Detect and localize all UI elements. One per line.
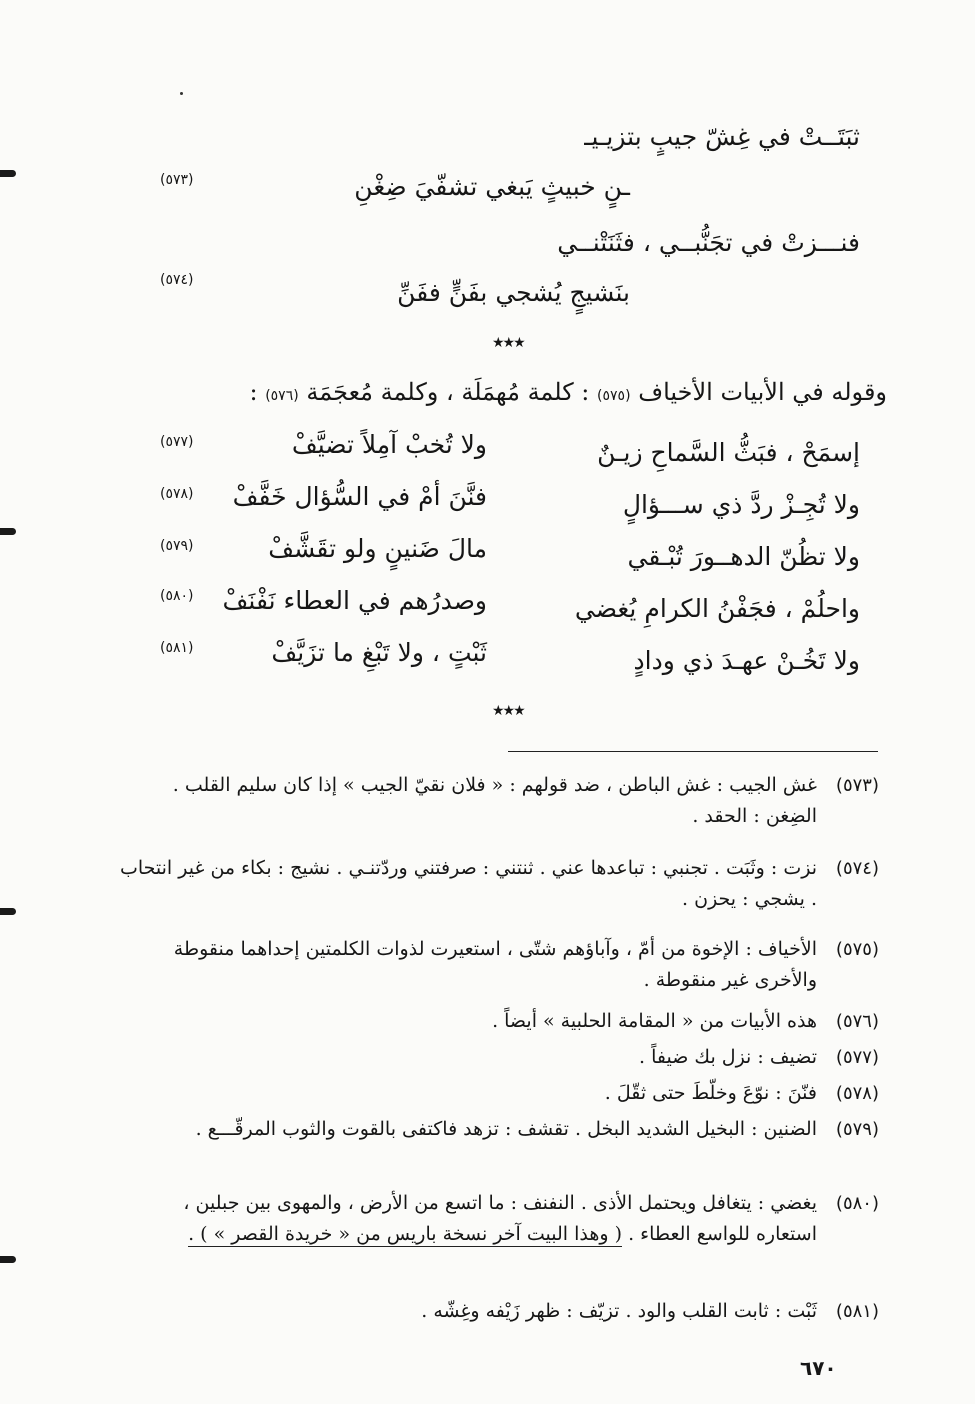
verse-second-hemistich: فنَّنَ أمْ في السُّؤال خَفَّفْ [232,482,487,511]
verse-second-hemistich: ثَبْتٍ ، ولا تَبْغِ ما تزَيَّفْ [271,638,487,667]
intro-colon: : [249,378,258,406]
intro-note-number-2: (٥٧٦) [265,388,299,404]
footnote-number: (٥٧٥) [835,939,879,960]
verse-second-hemistich: مالَ ضَنينٍ ولو تقَشَّفْ [268,534,487,563]
verse-note-number: (٥٨٠) [160,588,194,604]
ink-speck [180,92,183,95]
binding-mark [0,1256,16,1263]
section-divider-stars: ★★★ [492,335,524,351]
verse-note-number: (٥٧٨) [160,486,194,502]
section-divider-stars: ★★★ [492,703,524,719]
verse-line: ثبَتَــتْ في غِشّ جيبٍ بتزيـيـ [584,122,860,151]
binding-mark [0,528,16,535]
footnote-text-main: يغضي : يتغافل ويحتمل الأذى . النفنف : ما اتسع من الأرض ، والمهوى بين جبلين ، استعاره للواسع العطاء . [183,1192,817,1245]
footnote [119,1042,879,1073]
footnote-text: ثَبْت : ثابت القلب والود . تزيّف : ظهر زَيْفه وغِشّه . [421,1300,817,1322]
footnote [119,1188,879,1250]
footnote [119,1078,879,1109]
verse-first-hemistich: واحلُمْ ، فجَفْنُ الكرامِ يُغضي [574,594,860,623]
footnote-number: (٥٧٩) [835,1119,879,1140]
verse-line: فنـــزتْ في تجَنُّبــي ، فثَنَتْنــي [557,228,860,257]
verse-note-number: (٥٨١) [160,640,194,656]
page-number: ٦٧٠ [800,1356,837,1380]
verse-line: بنَشيجٍ يُشجي بفَنٍّ ففَنِّ [397,278,630,307]
footnote [119,853,879,915]
footnote-editor-note: ( وهذا البيت آخر نسخة باريس من « خريدة القصر » ) . [188,1223,623,1245]
footnote-text: الضنين : البخيل الشديد البخل . تقشف : تزهد فاكتفى بالقوت والثوب المرقّـــع . [195,1118,817,1140]
footnote-number: (٥٧٨) [835,1083,879,1104]
verse-note-number: (٥٧٣) [160,172,194,188]
footnote-text: غش الجيب : غش الباطن ، ضد قولهم : « فلان نقيّ الجيب » إذا كان سليم القلب . الضِغن : الحقد . [172,774,817,827]
footnote [119,1006,879,1037]
binding-mark [0,170,16,177]
footnote [119,934,879,996]
footnote-number: (٥٧٣) [835,775,879,796]
verse-line: ـنٍ خبيثٍ يَبغي تشفّيَ ضِغْنِ [354,172,630,201]
section-intro [249,378,887,406]
footnote-number: (٥٧٤) [835,858,879,879]
footnote-number: (٥٧٧) [835,1047,879,1068]
verse-note-number: (٥٧٤) [160,272,194,288]
footnote-text: الأخياف : الإخوة من أمّ ، وآباؤهم شتّى ، استعيرت لذوات الكلمتين إحداهما منقوطة والأخرى غير منقوطة . [173,938,817,991]
footnote-text: هذه الأبيات من « المقامة الحلبية » أيضاً . [492,1010,817,1032]
verse-first-hemistich: إسمَحْ ، فبَثُّ السَّماحِ زيـنٌ [597,438,860,467]
verse-note-number: (٥٧٧) [160,434,194,450]
verse-second-hemistich: ولا تُخبْ آمِلاً تضيَّفْ [291,430,487,459]
footnote-separator [508,751,878,752]
intro-text: وقوله في الأبيات الأخياف [638,378,887,406]
intro-note-number: (٥٧٥) [597,388,631,404]
footnote-text [119,1188,817,1250]
verse-first-hemistich: ولا تظُنّ الدهــورَ تُبْـقي [627,542,860,571]
footnote-text: فنّنَ : نوّعَ وخلّطَ حتى ثقّلَ . [604,1082,817,1104]
footnote-number: (٥٨١) [835,1301,879,1322]
footnote-number: (٥٨٠) [835,1193,879,1214]
footnote [119,1114,879,1145]
verse-first-hemistich: ولا تُجِـزْ ردَّ ذي ســـؤالٍ [622,490,860,519]
verse-note-number: (٥٧٩) [160,538,194,554]
footnote-text: تضيف : نزل بك ضيفاً . [639,1046,817,1068]
verse-first-hemistich: ولا تَخُـنْ عهـدَ ذي ودادٍ [633,646,860,675]
footnote-number: (٥٧٦) [835,1011,879,1032]
verse-second-hemistich: وصدرُهم في العطاء نَفْنَفْ [222,586,487,615]
footnote [119,770,879,832]
footnote-text: نزت : وثَبَت . تجنبي : تباعدها عني . ثنتني : صرفتني وردّتنـي . نشيج : بكاء من غير انتحاب . يشجي : يحزن . [119,857,817,910]
binding-mark [0,908,16,915]
intro-text-2: : كلمة مُهمَلَة ، وكلمة مُعجَمَة [306,378,590,406]
footnote [119,1296,879,1327]
